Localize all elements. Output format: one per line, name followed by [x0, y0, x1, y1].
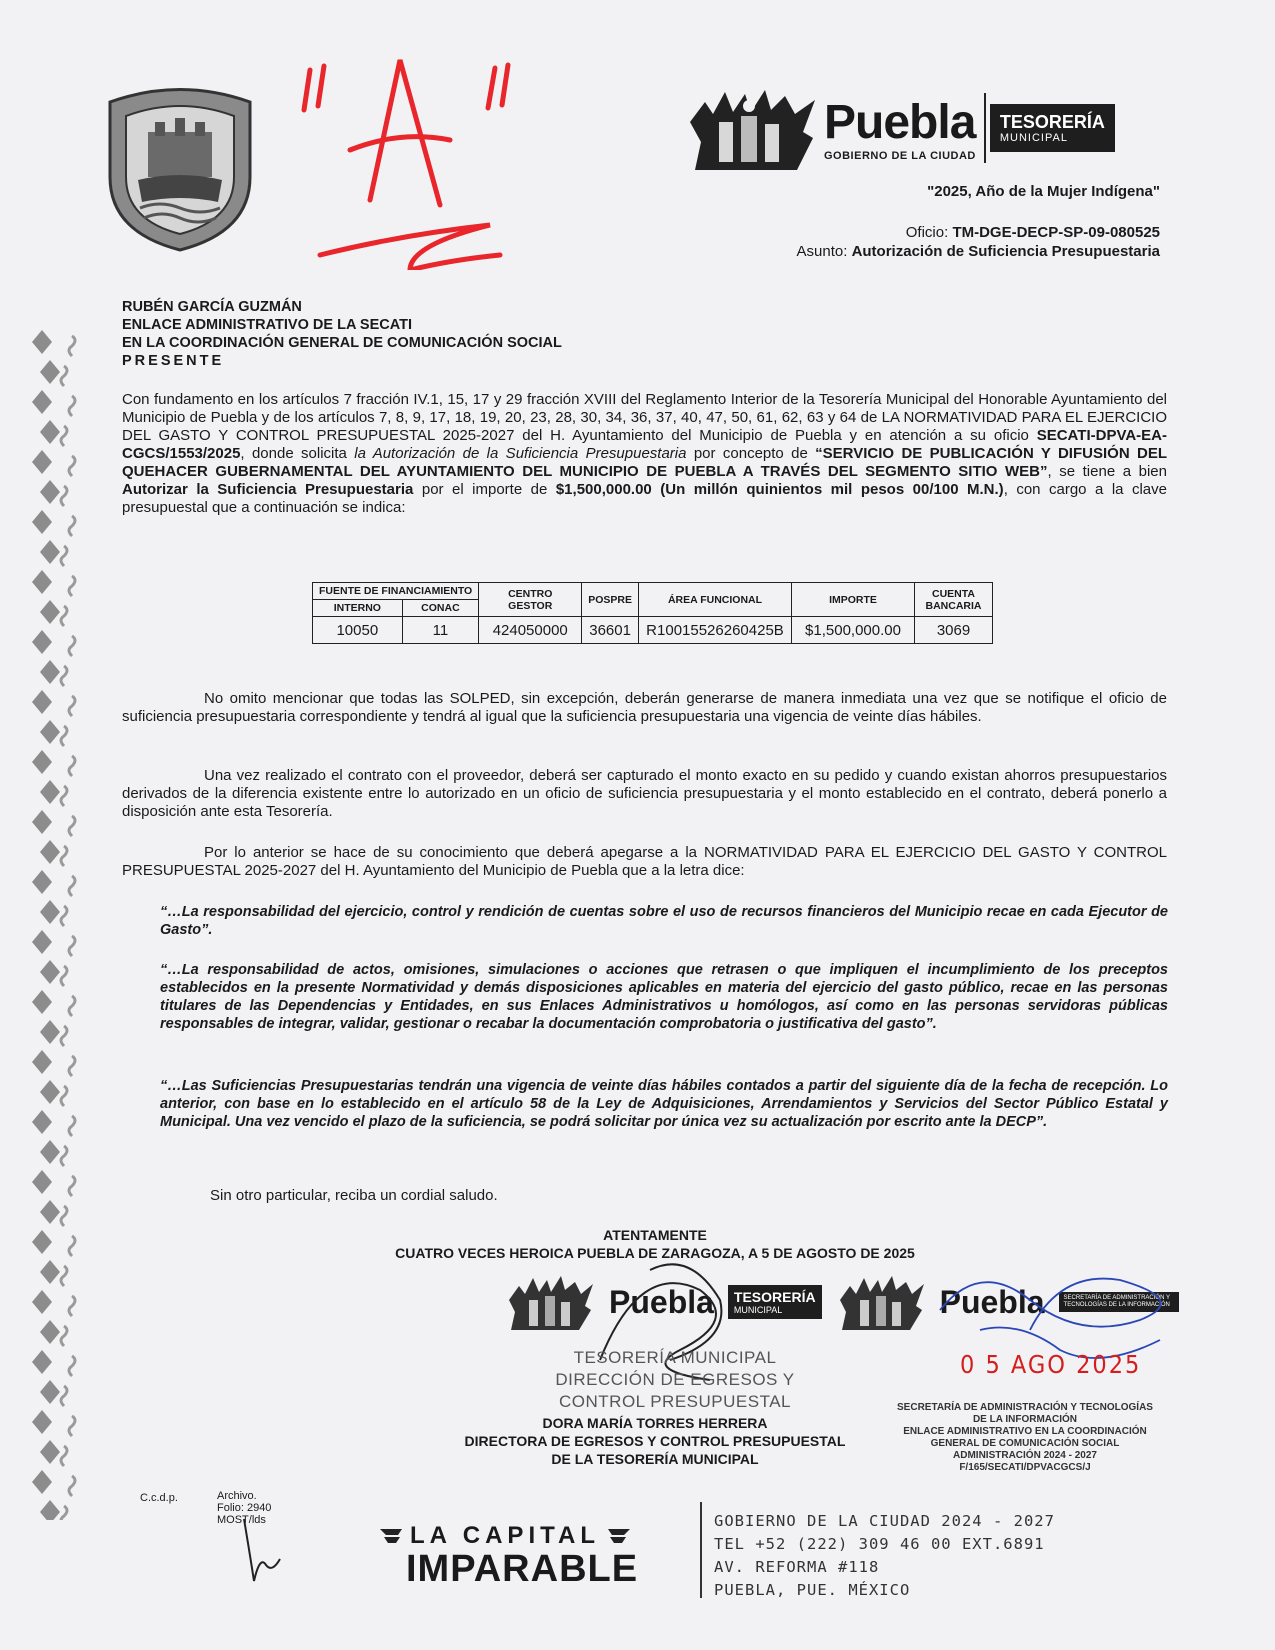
- cell-centro-gestor: 424050000: [479, 617, 582, 644]
- border-diamond: [40, 420, 60, 444]
- tesoreria-title: TESORERÍA: [999, 112, 1105, 132]
- oficio-label: Oficio:: [905, 224, 949, 241]
- border-diamond: [40, 540, 60, 564]
- border-scroll: [69, 1296, 75, 1316]
- border-scroll: [61, 726, 67, 746]
- signature-logo-wordmark-2: Puebla: [939, 1283, 1045, 1320]
- tesoreria-box: [990, 104, 1115, 152]
- border-diamond: [32, 390, 52, 414]
- p1-amount: $1,500,000.00 (Un millón quinientos mil pesos 00/100 M.N.): [555, 481, 1004, 498]
- border-diamond: [40, 1140, 60, 1164]
- date-stamp: 0 5 AGO 2025: [960, 1350, 1142, 1379]
- header-area-funcional: ÁREA FUNCIONAL: [639, 583, 792, 617]
- stamp-line-2: DIRECCIÓN DE EGRESOS Y: [555, 1370, 795, 1389]
- header-importe: IMPORTE: [792, 583, 915, 617]
- rs-line-3: ENLACE ADMINISTRATIVO EN LA COORDINACIÓN: [903, 1426, 1147, 1437]
- p1-text-a: Con fundamento en los artículos 7 fracción IV.1, 15, 17 y 29 fracción XVIII del Reglamento Interior de la Tesorería Municipal del Honorable Ayuntamiento del Municipio de Puebla y de los artículos 7, 8, 9, 17, 18, 19, 20, 23, 28, 30, 34, 36, 37, 40, 47, 50, 61, 62, 63 y 64 de LA NORMATIVIDAD PARA EL EJERCICIO DEL GASTO Y CONTROL PRESUPUESTAL 2025-2027 del H. Ayuntamiento del Municipio de Puebla y en atención a su oficio: [122, 391, 1167, 444]
- border-diamond: [40, 840, 60, 864]
- border-scroll: [69, 1476, 75, 1496]
- border-diamond: [32, 810, 52, 834]
- border-scroll: [61, 546, 67, 566]
- city-seal: [100, 82, 260, 252]
- cell-importe: $1,500,000.00: [792, 617, 915, 644]
- signer-title-2: DE LA TESORERÍA MUNICIPAL: [551, 1451, 759, 1467]
- contact-phone: TEL +52 (222) 309 46 00 EXT.6891: [714, 1535, 1045, 1553]
- border-diamond: [40, 960, 60, 984]
- addressee-presente: PRESENTE: [122, 353, 225, 369]
- border-scroll: [69, 1176, 75, 1196]
- paragraph-4: Por lo anterior se hace de su conocimiento que deberá apegarse a la NORMATIVIDAD PARA EL EJERCICIO DEL GASTO Y CONTROL PRESUPUESTAL 2025-2027 del H. Ayuntamiento del Municipio de Puebla que a la letra dice:: [122, 844, 1167, 879]
- border-diamond: [32, 330, 52, 354]
- border-scroll: [61, 666, 67, 686]
- border-scroll: [69, 996, 75, 1016]
- border-scroll: [69, 396, 75, 416]
- border-diamond: [40, 900, 60, 924]
- sig-tesoreria-sub: MUNICIPAL: [733, 1305, 783, 1315]
- stamp-line-1: TESORERÍA MUNICIPAL: [573, 1348, 777, 1367]
- header-cuenta-bancaria: CUENTA BANCARIA: [915, 583, 993, 617]
- puebla-emblem-icon: [685, 82, 820, 174]
- border-diamond: [40, 480, 60, 504]
- p1-oficio-ref: SECATI-DPVA-EA-CGCS/1553/2025: [122, 427, 1167, 462]
- footer-divider: [700, 1502, 702, 1598]
- stamp-line-3: CONTROL PRESUPUESTAL: [559, 1392, 791, 1411]
- la-capital-imparable-logo: [378, 1522, 678, 1602]
- p1-italic: la Autorización de la Suficiencia Presupuestaria: [354, 445, 687, 462]
- border-scroll: [69, 1056, 75, 1076]
- border-scroll: [69, 636, 75, 656]
- border-diamond: [32, 990, 52, 1014]
- asunto-line: [797, 243, 1160, 260]
- wing-right-icon: [606, 1523, 632, 1549]
- border-diamond: [32, 1290, 52, 1314]
- border-scroll: [69, 816, 75, 836]
- border-diamond: [32, 630, 52, 654]
- border-diamond: [32, 1350, 52, 1374]
- puebla-tesoreria-logo: [685, 82, 1155, 174]
- border-scroll: [69, 936, 75, 956]
- border-diamond: [40, 660, 60, 684]
- signer-name: DORA MARÍA TORRES HERRERA: [542, 1415, 768, 1431]
- p1-text-b: , donde solicita: [240, 445, 355, 462]
- logo-subtitle: GOBIERNO DE LA CIUDAD: [824, 149, 976, 162]
- border-scroll: [61, 1446, 67, 1466]
- border-scroll: [69, 336, 75, 356]
- footer-contact: [714, 1510, 1055, 1602]
- border-scroll: [61, 606, 67, 626]
- table-row: [313, 617, 993, 644]
- border-diamond: [32, 1110, 52, 1134]
- rs-line-1: SECRETARÍA DE ADMINISTRACIÓN Y TECNOLOGÍAS: [897, 1402, 1153, 1413]
- p1-authorization: Autorizar la Suficiencia Presupuestaria: [122, 481, 414, 498]
- border-diamond: [32, 1230, 52, 1254]
- cell-pospre: 36601: [582, 617, 639, 644]
- header-interno: INTERNO: [313, 600, 403, 617]
- border-scroll: [61, 846, 67, 866]
- logo-wordmark: Puebla: [824, 95, 976, 149]
- border-diamond: [40, 1200, 60, 1224]
- oficio-line: [906, 224, 1160, 241]
- rs-line-2: DE LA INFORMACIÓN: [972, 1414, 1078, 1425]
- border-scroll: [69, 1416, 75, 1436]
- ccdp-label: C.c.d.p.: [140, 1492, 178, 1504]
- border-scroll: [61, 1086, 67, 1106]
- initials-label: MOST/lds: [217, 1514, 266, 1526]
- sig-tesoreria-title: TESORERÍA: [733, 1289, 816, 1305]
- wing-left-icon: [378, 1523, 404, 1549]
- signer-title: DIRECTORA DE EGRESOS Y CONTROL PRESUPUESTAL: [464, 1433, 846, 1449]
- border-diamond: [32, 570, 52, 594]
- asunto-value: Autorización de Suficiencia Presupuestaria: [851, 243, 1160, 260]
- border-diamond: [32, 510, 52, 534]
- header-centro-gestor: CENTRO GESTOR: [479, 583, 582, 617]
- signer-block: [420, 1414, 890, 1468]
- quote-1: “…La responsabilidad del ejercicio, control y rendición de cuentas sobre el uso de recursos financieros del Municipio recae en cada Ejecutor de Gasto”.: [160, 904, 1168, 938]
- border-scroll: [69, 756, 75, 776]
- header-pospre: POSPRE: [582, 583, 639, 617]
- cell-area-funcional: R10015526260425B: [639, 617, 792, 644]
- decorative-border: [28, 330, 90, 1520]
- quote-2: “…La responsabilidad de actos, omisiones, simulaciones o acciones que retrasen o que impliquen el incumplimiento de los preceptos establecidos en la presente Normatividad y demás disposiciones aplicables en materia del ejercicio del gasto público, recae en las personas titulares de las Dependencias y Entidades, en sus Enlaces Administrativos u homólogos, así como en las personas servidoras públicas responsables de integrar, validar, gestionar o recabar la documentación comprobatoria o justificativa del gasto”.: [160, 962, 1168, 1032]
- addressee-area: EN LA COORDINACIÓN GENERAL DE COMUNICACIÓN SOCIAL: [122, 335, 562, 351]
- place-date: CUATRO VECES HEROICA PUEBLA DE ZARAGOZA, A 5 DE AGOSTO DE 2025: [395, 1245, 915, 1261]
- border-scroll: [61, 1206, 67, 1226]
- folio-label: Folio: 2940: [217, 1502, 272, 1514]
- addressee-block: [122, 298, 562, 370]
- atentamente: ATENTAMENTE: [603, 1227, 707, 1243]
- border-diamond: [40, 780, 60, 804]
- cell-conac: 11: [402, 617, 479, 644]
- border-diamond: [40, 360, 60, 384]
- border-diamond: [32, 450, 52, 474]
- border-scroll: [61, 1026, 67, 1046]
- border-scroll: [61, 426, 67, 446]
- year-slogan: "2025, Año de la Mujer Indígena": [927, 183, 1160, 200]
- p1-text-f: , con cargo a la clave presupuestal que a continuación se indica:: [122, 481, 1167, 516]
- contact-city: PUEBLA, PUE. MÉXICO: [714, 1581, 911, 1599]
- p1-text-e: por el importe de: [413, 481, 556, 498]
- border-scroll: [69, 876, 75, 896]
- contact-address: AV. REFORMA #118: [714, 1558, 880, 1576]
- border-scroll: [69, 1356, 75, 1376]
- addressee-position: ENLACE ADMINISTRATIVO DE LA SECATI: [122, 317, 412, 333]
- p1-text-d: , se tiene a bien: [1047, 463, 1167, 480]
- archive-label: Archivo.: [217, 1490, 257, 1502]
- tesoreria-subtitle: MUNICIPAL: [999, 132, 1068, 144]
- cell-cuenta-bancaria: 3069: [915, 617, 993, 644]
- paragraph-2: No omito mencionar que todas las SOLPED, sin excepción, deberán generarse de manera inmediata una vez que se notifique el oficio de suficiencia presupuestaria correspondiente y tendrá al igual que la suficiencia presupuestaria una vigencia de veinte días hábiles.: [122, 690, 1167, 725]
- border-scroll: [69, 1116, 75, 1136]
- closing-line: Sin otro particular, reciba un cordial saludo.: [210, 1187, 498, 1204]
- border-diamond: [32, 750, 52, 774]
- quote-3: “…Las Suficiencias Presupuestarias tendrán una vigencia de veinte días hábiles contados a partir del siguiente día de la fecha de recepción. Lo anterior, con base en lo establecido en el artículo 58 de la Ley de Adquisiciones, Arrendamientos y Servicios del Sector Público Estatal y Municipal. Una vez vencido el plazo de la suficiencia, se podrá solicitar por única vez su actualización por escrito ante la DECP”.: [160, 1078, 1168, 1130]
- budget-key-table: [312, 582, 993, 644]
- asunto-label: Asunto:: [796, 243, 848, 260]
- seal-icon: [100, 82, 260, 252]
- received-stamp: [540, 1347, 810, 1413]
- paragraph-3: Una vez realizado el contrato con el proveedor, deberá ser capturado el monto exacto en su pedido y cuando existan ahorros presupuestarios derivados de la diferencia existente entre lo autorizado en un oficio de suficiencia presupuestaria y el monto establecido en el contrato, deberá ponerlo a disposición ante esta Tesorería.: [122, 767, 1167, 820]
- border-scroll: [69, 456, 75, 476]
- border-scroll: [61, 1146, 67, 1166]
- border-diamond: [40, 1380, 60, 1404]
- p1-text-c: por concepto de: [686, 445, 816, 462]
- secati-received-stamp: [870, 1402, 1180, 1474]
- border-diamond: [32, 690, 52, 714]
- border-scroll: [61, 966, 67, 986]
- border-diamond: [40, 1320, 60, 1344]
- border-diamond: [32, 930, 52, 954]
- border-diamond: [32, 1170, 52, 1194]
- border-diamond: [40, 1080, 60, 1104]
- border-diamond: [32, 870, 52, 894]
- paragraph-1: [122, 391, 1167, 517]
- border-diamond: [40, 720, 60, 744]
- border-scroll: [61, 786, 67, 806]
- border-diamond: [32, 1470, 52, 1494]
- annotation-mark: [290, 30, 550, 270]
- border-diamond: [40, 1260, 60, 1284]
- border-diamond: [40, 600, 60, 624]
- border-scroll: [61, 1266, 67, 1286]
- border-scroll: [61, 366, 67, 386]
- border-scroll: [69, 576, 75, 596]
- rs-line-4: GENERAL DE COMUNICACIÓN SOCIAL: [930, 1438, 1120, 1449]
- brand-top: LA CAPITAL: [410, 1522, 600, 1549]
- secati-box: SECRETARÍA DE ADMINISTRACIÓN Y TECNOLOGÍAS DE LA INFORMACIÓN: [1059, 1292, 1179, 1312]
- border-diamond: [40, 1440, 60, 1464]
- brand-bottom: IMPARABLE: [406, 1548, 639, 1590]
- border-diamond: [32, 1410, 52, 1434]
- border-diamond: [40, 1020, 60, 1044]
- signature-logo-wordmark: Puebla: [609, 1283, 714, 1320]
- border-diamond: [32, 1050, 52, 1074]
- header-fuente: FUENTE DE FINANCIAMIENTO: [313, 583, 479, 600]
- addressee-name: RUBÉN GARCÍA GUZMÁN: [122, 299, 302, 315]
- border-scroll: [61, 1326, 67, 1346]
- cell-interno: 10050: [313, 617, 403, 644]
- rs-line-5: ADMINISTRACIÓN 2024 - 2027: [953, 1450, 1097, 1461]
- border-diamond: [40, 1500, 60, 1520]
- p1-concept: “SERVICIO DE PUBLICACIÓN Y DIFUSIÓN DEL QUEHACER GUBERNAMENTAL DEL AYUNTAMIENTO DEL MUNICIPIO DE PUEBLA A TRAVÉS DEL SEGMENTO SITIO WEB”: [122, 445, 1168, 480]
- rs-line-6: F/165/SECATI/DPVACGCS/J: [959, 1462, 1091, 1473]
- header-conac: CONAC: [402, 600, 479, 617]
- border-scroll: [61, 1386, 67, 1406]
- border-scroll: [61, 486, 67, 506]
- oficio-number: TM-DGE-DECP-SP-09-080525: [952, 224, 1160, 241]
- initials-scribble: [236, 1515, 286, 1585]
- border-scroll: [61, 1506, 67, 1520]
- border-scroll: [69, 516, 75, 536]
- border-scroll: [69, 696, 75, 716]
- border-scroll: [61, 906, 67, 926]
- border-scroll: [69, 1236, 75, 1256]
- contact-line-1: GOBIERNO DE LA CIUDAD 2024 - 2027: [714, 1512, 1055, 1530]
